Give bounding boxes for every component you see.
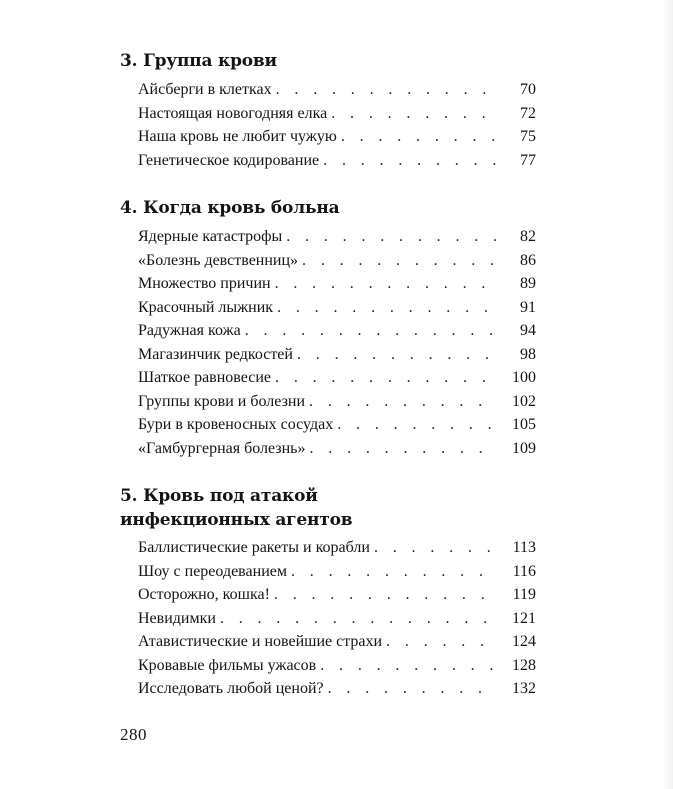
toc-entry[interactable]	[138, 583, 536, 607]
toc-entry-title: «Гамбургерная болезнь»	[138, 439, 306, 457]
section-title-line-1: 5. Кровь под атакой	[120, 486, 318, 506]
toc-entry-page: 132	[512, 680, 536, 697]
dot-leader	[374, 536, 496, 560]
dot-leader	[291, 560, 496, 584]
dot-leader	[309, 390, 496, 414]
dot-leader	[274, 583, 496, 607]
page-number: 280	[120, 725, 147, 744]
toc-entry-page: 113	[512, 539, 536, 556]
toc-entry-page: 75	[520, 128, 536, 145]
toc-entry-title: Кровавые фильмы ужасов	[138, 656, 317, 674]
toc-entry-title: Ядерные катастрофы	[138, 228, 283, 245]
toc-entry-title: Исследовать любой ценой?	[138, 680, 324, 697]
dot-leader	[277, 296, 496, 320]
toc-entry-title: Генетическое кодирование	[138, 151, 320, 169]
toc-entry[interactable]	[138, 390, 536, 414]
toc-entry[interactable]	[138, 319, 536, 343]
dot-leader	[323, 149, 496, 173]
toc-list	[138, 536, 536, 701]
section-title-line-2: инфекционных агентов	[120, 510, 353, 530]
toc-entry-page: 116	[512, 562, 536, 580]
toc-entry-title: Группы крови и болезни	[138, 392, 306, 410]
page-edge-shadow	[663, 0, 673, 789]
toc-entry-title: «Болезнь девственниц»	[138, 251, 299, 269]
dot-leader	[220, 607, 496, 631]
toc-entry[interactable]	[138, 225, 536, 249]
dot-leader	[341, 125, 496, 149]
toc-entry[interactable]	[138, 366, 536, 390]
toc-entry[interactable]	[138, 343, 536, 367]
toc-entry[interactable]	[138, 249, 536, 273]
toc-entry-page: 128	[512, 656, 536, 674]
toc-entry-title: Наша кровь не любит чужую	[138, 128, 337, 145]
toc-entry-page: 89	[520, 275, 536, 292]
dot-leader	[276, 78, 496, 102]
toc-entry[interactable]	[138, 125, 536, 149]
toc-entry-title: Шоу с переодеванием	[138, 562, 287, 580]
dot-leader	[309, 437, 496, 461]
toc-entry-page: 121	[512, 609, 536, 627]
toc-entry-page: 94	[520, 322, 536, 339]
toc-entry-page: 124	[512, 633, 536, 650]
toc-list	[138, 225, 536, 460]
toc-entry-title: Настоящая новогодняя елка	[138, 104, 328, 122]
toc-entry-title: Атавистические и новейшие страхи	[138, 633, 383, 650]
toc-entry[interactable]	[138, 677, 536, 701]
dot-leader	[331, 102, 496, 126]
toc-entry[interactable]	[138, 437, 536, 461]
toc-entry-title: Айсберги в клетках	[138, 81, 272, 98]
toc-entry-title: Множество причин	[138, 275, 271, 292]
toc-entry[interactable]	[138, 607, 536, 631]
toc-entry[interactable]	[138, 560, 536, 584]
toc-entry[interactable]	[138, 654, 536, 678]
dot-leader	[302, 249, 496, 273]
toc-entry-title: Красочный лыжник	[138, 298, 274, 316]
toc-entry-page: 109	[512, 439, 536, 457]
dot-leader	[297, 343, 496, 367]
toc-entry[interactable]	[138, 536, 536, 560]
toc-entry-page: 86	[520, 251, 536, 269]
toc-entry-title: Радужная кожа	[138, 322, 241, 339]
toc-list	[138, 78, 536, 172]
toc-entry-title: Бури в кровеносных сосудах	[138, 416, 334, 433]
toc-entry-title: Невидимки	[138, 609, 216, 627]
toc-entry[interactable]	[138, 78, 536, 102]
dot-leader	[328, 677, 496, 701]
toc-entry[interactable]	[138, 413, 536, 437]
toc-entry[interactable]	[138, 630, 536, 654]
dot-leader	[320, 654, 496, 678]
toc-entry-page: 105	[512, 416, 536, 433]
dot-leader	[286, 225, 496, 249]
toc-entry-page: 102	[512, 392, 536, 410]
toc-entry-page: 119	[512, 586, 536, 603]
dot-leader	[275, 366, 496, 390]
toc-entry-page: 72	[520, 104, 536, 122]
toc-entry[interactable]	[138, 102, 536, 126]
toc-entry-title: Осторожно, кошка!	[138, 586, 270, 603]
toc-entry-title: Магазинчик редкостей	[138, 345, 293, 363]
toc-entry-page: 98	[520, 345, 536, 363]
toc-entry-page: 100	[512, 369, 536, 386]
toc-entry[interactable]	[138, 149, 536, 173]
dot-leader	[337, 413, 496, 437]
dot-leader	[245, 319, 496, 343]
toc-entry[interactable]	[138, 296, 536, 320]
toc-entry-page: 91	[520, 298, 536, 316]
toc-entry-page: 70	[520, 81, 536, 98]
toc-entry-page: 82	[520, 228, 536, 245]
dot-leader	[386, 630, 496, 654]
toc-entry-title: Баллистические ракеты и корабли	[138, 539, 370, 556]
section-title: 3. Группа крови	[120, 51, 277, 71]
toc-entry-title: Шаткое равновесие	[138, 369, 272, 386]
toc-entry-page: 77	[520, 151, 536, 169]
section-title: 4. Когда кровь больна	[120, 198, 340, 218]
toc-entry[interactable]	[138, 272, 536, 296]
dot-leader	[275, 272, 496, 296]
